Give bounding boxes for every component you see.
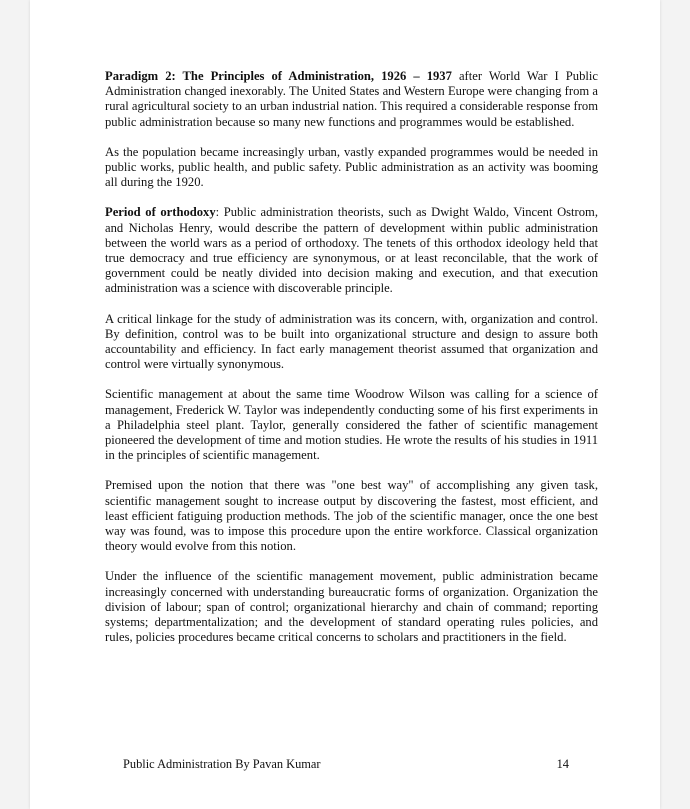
paragraph-text: after World War I Public Administration changed inexorably. The United States and Western Europe were changing from a rural agricultural society to an urban industrial nation. This required a considerable response from public administration because so many new functions and programmes would be established.: [105, 69, 598, 129]
paragraph-bureaucratic-forms: [105, 569, 598, 645]
page-body: [105, 69, 598, 661]
document-page: [30, 0, 660, 809]
paragraph-text: : Public administration theorists, such as Dwight Waldo, Vincent Ostrom, and Nicholas Henry, would describe the pattern of development within public administration between the world wars as a period of orthodoxy. The tenets of this orthodox ideology held that true democracy and true efficiency are synonymous, or at least reconcilable, that the work of government could be neatly divided into decision making and execution, and that execution administration was a science with discoverable principle.: [105, 205, 598, 296]
paragraph-linkage: [105, 312, 598, 373]
paragraph-one-best-way: [105, 478, 598, 554]
paragraph-scientific-management: [105, 387, 598, 463]
paragraph-text: As the population became increasingly urban, vastly expanded programmes would be needed in public works, public health, and public safety. Public administration as an activity was booming all during the 1920.: [105, 144, 598, 190]
paragraph-heading: Paradigm 2: The Principles of Administration, 1926 – 1937: [105, 69, 452, 83]
footer-title: Public Administration By Pavan Kumar: [123, 757, 321, 771]
page-footer: [123, 757, 569, 772]
paragraph-paradigm-2: [105, 69, 598, 130]
scrollbar-track[interactable]: [678, 0, 690, 809]
paragraph-orthodoxy: [105, 205, 598, 296]
paragraph-heading: Period of orthodoxy: [105, 205, 216, 220]
paragraph-text: Scientific management at about the same time Woodrow Wilson was calling for a science of management, Frederick W. Taylor was independently conducting some of his first experiments in a Philadelphia steel plant. Taylor, generally considered the father of scientific management pioneered the development of time and motion studies. He wrote the results of his studies in 1911 in the principles of scientific management.: [105, 387, 598, 463]
paragraph-population: [105, 145, 598, 191]
paragraph-text: Premised upon the notion that there was "one best way" of accomplishing any given task, scientific management sought to increase output by discovering the fastest, most efficient, and least efficient fatiguing production methods. The job of the scientific manager, once the one best way was found, was to impose this procedure upon the entire workforce. Classical organization theory would evolve from this notion.: [105, 478, 598, 554]
page-number: 14: [556, 757, 569, 771]
paragraph-text: Under the influence of the scientific management movement, public administration became increasingly concerned with understanding bureaucratic forms of organization. Organization the division of labour; span of control; organizational hierarchy and chain of command; reporting systems; departmentalization; and the development of standard operating rules policies, and rules, policies procedures became critical concerns to scholars and practitioners in the field.: [105, 569, 598, 645]
paragraph-text: A critical linkage for the study of administration was its concern, with, organization and control. By definition, control was to be built into organizational structure and design to assure both accountability and efficiency. In fact early management theorist assumed that organization and control were virtually synonymous.: [105, 311, 598, 372]
